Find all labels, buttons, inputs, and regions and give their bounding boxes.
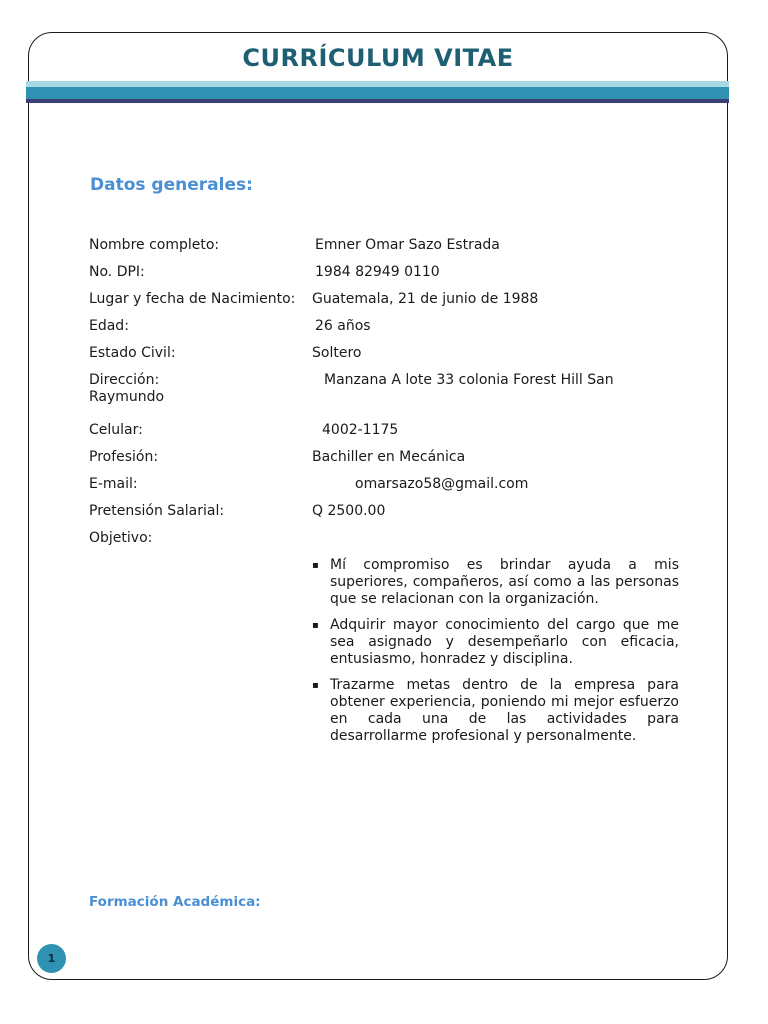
profesion-value: Bachiller en Mecánica <box>312 449 466 465</box>
celular-label: Celular: <box>89 422 143 438</box>
objective-text: Trazarme metas dentro de la empresa para obtener experiencia, poniendo mi mejor esfuerzo en cada una de las actividades para desarrollarme profesional y personalmente. <box>330 677 679 744</box>
nacimiento-value: Guatemala, 21 de junio de 1988 <box>312 291 539 307</box>
objective-item <box>312 677 679 745</box>
nacimiento-label: Lugar y fecha de Nacimiento: <box>89 291 296 307</box>
profesion-label: Profesión: <box>89 449 159 465</box>
dpi-value: 1984 82949 0110 <box>315 264 440 280</box>
pretension-label: Pretensión Salarial: <box>89 503 225 519</box>
email-label: E-mail: <box>89 476 138 492</box>
edad-label: Edad: <box>89 318 129 334</box>
header-band-mid <box>26 87 729 99</box>
estado-civil-label: Estado Civil: <box>89 345 176 361</box>
email-value: omarsazo58@gmail.com <box>355 476 529 492</box>
celular-value: 4002-1175 <box>322 422 399 438</box>
objective-item <box>312 617 679 668</box>
header-band-dark <box>26 99 729 103</box>
bullet-icon: ▪ <box>312 560 319 571</box>
nombre-label: Nombre completo: <box>89 237 220 253</box>
objective-item <box>312 557 679 608</box>
dpi-label: No. DPI: <box>89 264 145 280</box>
nombre-value: Emner Omar Sazo Estrada <box>315 237 500 253</box>
direccion-label: Dirección: <box>89 372 160 388</box>
bullet-icon: ▪ <box>312 680 319 691</box>
objective-text: Mí compromiso es brindar ayuda a mis superiores, compañeros, así como a las personas que se relacionan con la organización. <box>330 557 679 607</box>
objectives-list <box>312 557 679 754</box>
direccion-value: Manzana A lote 33 colonia Forest Hill San <box>324 372 614 388</box>
datos-generales-heading: Datos generales: <box>90 175 253 195</box>
formacion-academica-heading: Formación Académica: <box>89 894 261 910</box>
bullet-icon: ▪ <box>312 620 319 631</box>
direccion-value-continued: Raymundo <box>89 389 165 405</box>
estado-civil-value: Soltero <box>312 345 362 361</box>
pretension-value: Q 2500.00 <box>312 503 386 519</box>
edad-value: 26 años <box>315 318 371 334</box>
page-number-badge: 1 <box>37 944 66 973</box>
page-title: CURRÍCULUM VITAE <box>242 44 514 72</box>
objective-text: Adquirir mayor conocimiento del cargo que me sea asignado y desempeñarlo con eficacia, entusiasmo, honradez y disciplina. <box>330 617 679 667</box>
objetivo-label: Objetivo: <box>89 530 153 546</box>
